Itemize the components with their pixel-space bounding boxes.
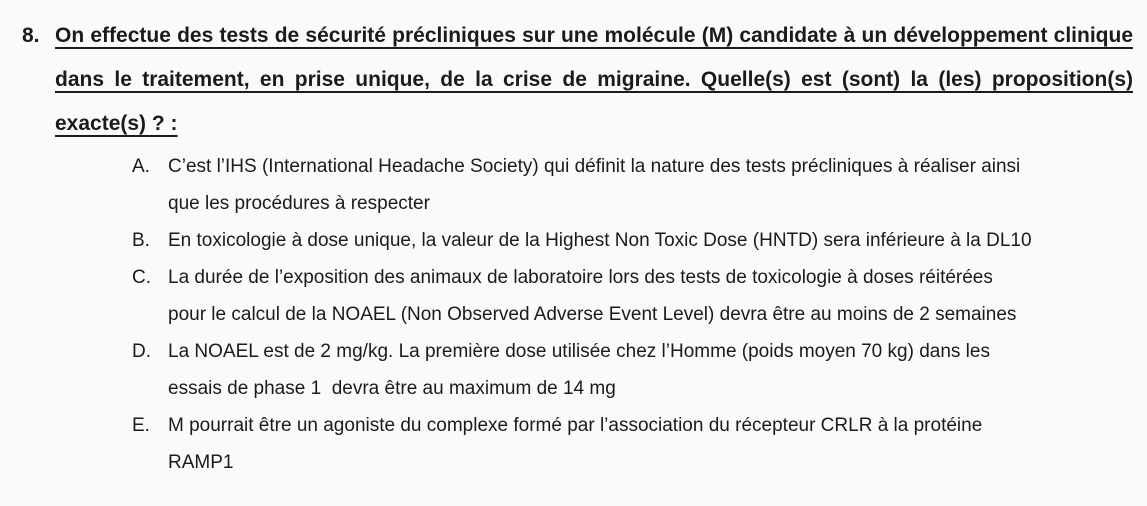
option-e [132,407,1133,481]
question-header-line-1: On effectue des tests de sécurité précliniques sur une molécule (M) candidate à un développement clinique [55,24,1133,47]
option-a [132,148,1133,222]
option-e-letter: E. [132,415,150,436]
option-b-text [168,222,1133,259]
option-d-line-2: essais de phase 1 devra être au maximum de 14 mg [168,378,616,399]
option-c-line-2: pour le calcul de la NOAEL (Non Observed Adverse Event Level) devra être au moins de 2 semaines [168,304,1017,325]
option-c-text [168,259,1133,333]
option-a-text [168,148,1133,222]
option-b [132,222,1133,259]
question-header-line-2: dans le traitement, en prise unique, de la crise de migraine. Quelle(s) est (sont) la (les) proposition(s) [55,68,1133,91]
option-c-line-1: La durée de l’exposition des animaux de laboratoire lors des tests de toxicologie à doses réitérées [168,267,993,288]
option-d [132,333,1133,407]
option-e-text [168,407,1133,481]
option-a-line-2: que les procédures à respecter [168,193,430,214]
option-b-letter: B. [132,230,150,251]
option-d-text [168,333,1133,407]
option-c-letter: C. [132,267,151,288]
options-list [132,148,1133,481]
option-d-line-1: La NOAEL est de 2 mg/kg. La première dose utilisée chez l’Homme (poids moyen 70 kg) dans les [168,341,990,362]
question-header [55,14,1133,146]
option-a-letter: A. [132,156,150,177]
option-d-letter: D. [132,341,151,362]
option-b-line-1: En toxicologie à dose unique, la valeur de la Highest Non Toxic Dose (HNTD) sera inférieure à la DL10 [168,230,1032,251]
option-e-line-2: RAMP1 [168,452,234,473]
question-header-line-3: exacte(s) ? : [55,112,178,135]
option-e-line-1: M pourrait être un agoniste du complexe formé par l’association du récepteur CRLR à la protéine [168,415,983,436]
question-block [22,14,1135,481]
option-c [132,259,1133,333]
question-number: 8. [22,24,40,47]
option-a-line-1: C’est l’IHS (International Headache Society) qui définit la nature des tests précliniques à réaliser ainsi [168,156,1021,177]
question-body [55,14,1133,481]
